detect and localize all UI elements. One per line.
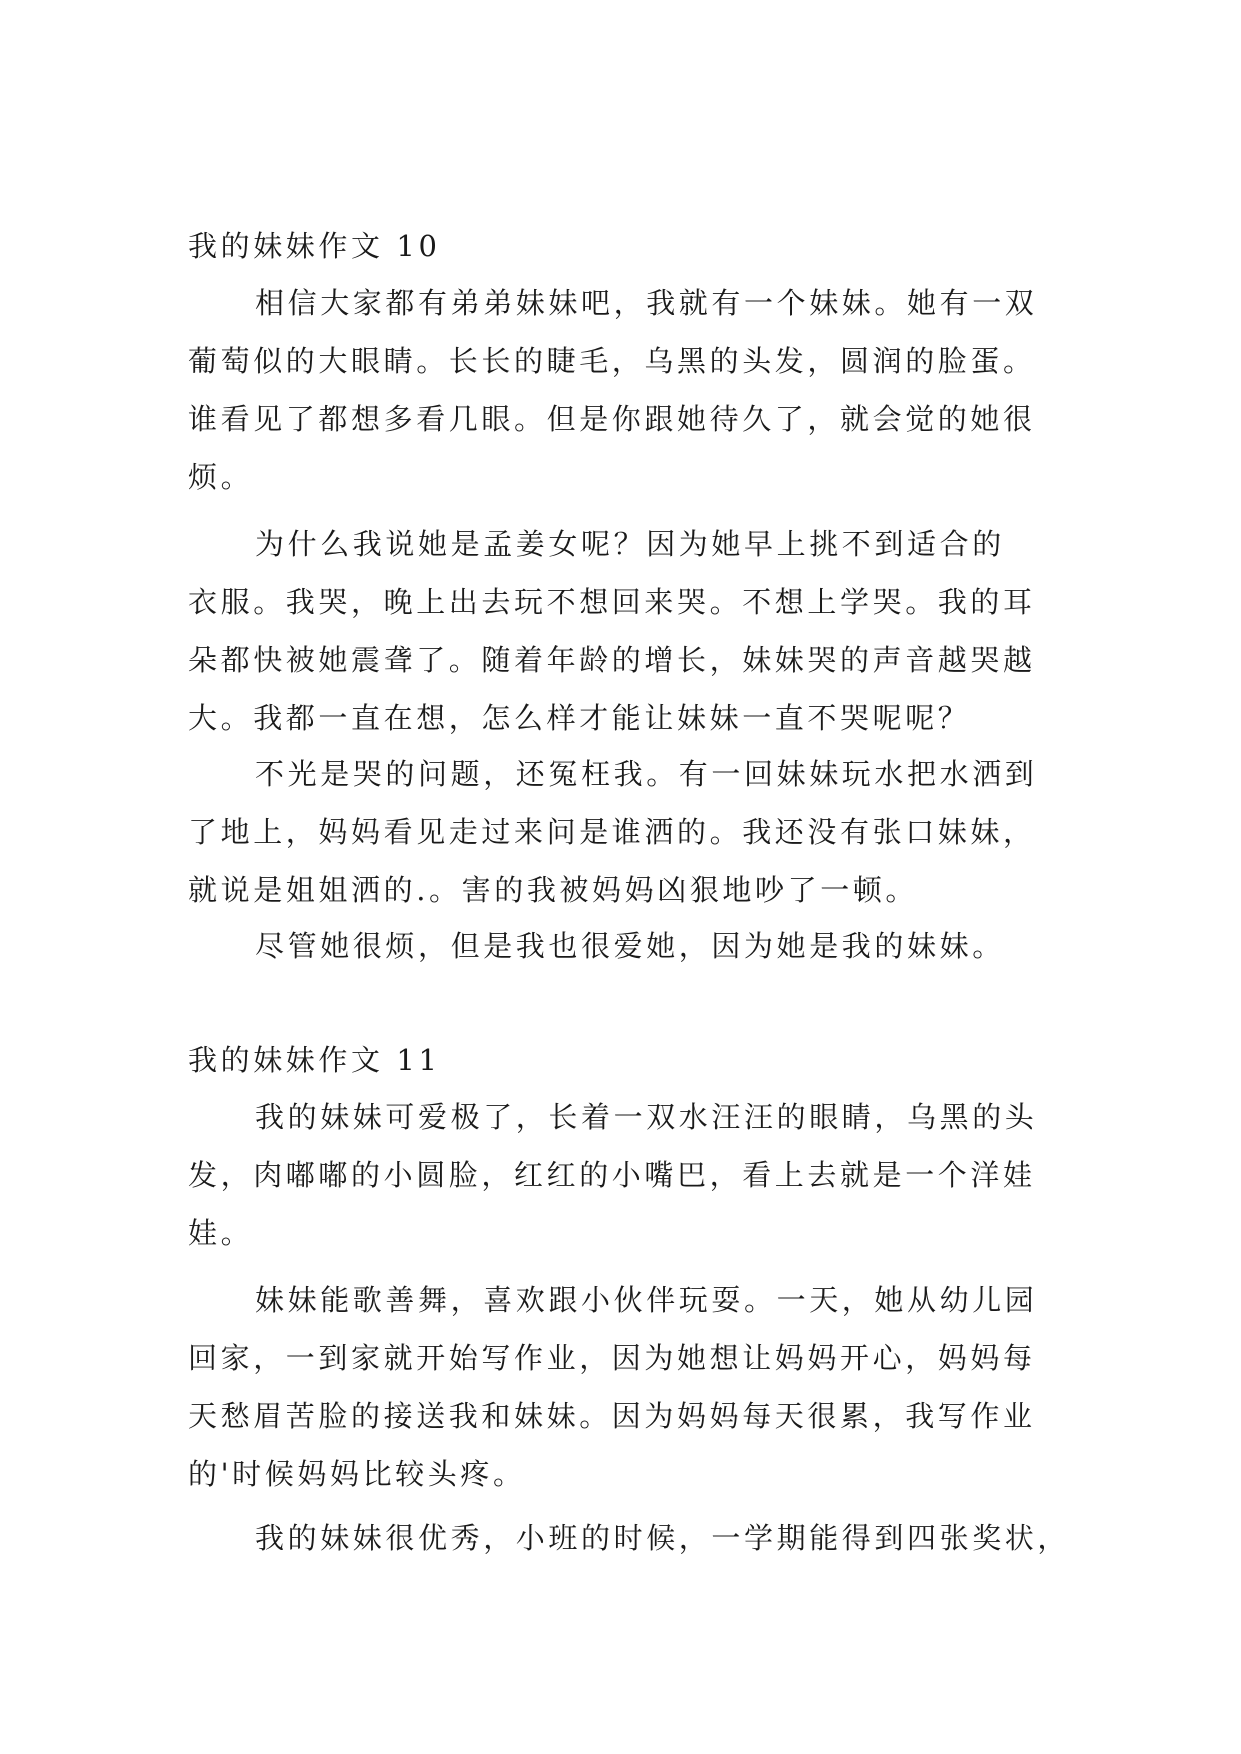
essay-10-p2-line1: 为什么我说她是孟姜女呢？因为她早上挑不到适合的 (255, 527, 1005, 561)
essay-10-p3-line2: 了地上，妈妈看见走过来问是谁洒的。我还没有张口妹妹， (188, 815, 1036, 849)
essay-10-p1-line2: 葡萄似的大眼睛。长长的睫毛，乌黑的头发，圆润的脸蛋。 (188, 344, 1036, 378)
essay-10-p1-line4: 烦。 (188, 460, 254, 494)
essay-10-p1-line3: 谁看见了都想多看几眼。但是你跟她待久了，就会觉的她很 (188, 402, 1036, 436)
essay-10-p2-line2: 衣服。我哭，晚上出去玩不想回来哭。不想上学哭。我的耳 (188, 585, 1036, 619)
essay-10-p2-line4: 大。我都一直在想，怎么样才能让妹妹一直不哭呢呢？ (188, 701, 971, 735)
essay-10-p3-line1: 不光是哭的问题，还冤枉我。有一回妹妹玩水把水洒到 (255, 757, 1038, 791)
essay-11-p2-line4: 的'时候妈妈比较头疼。 (188, 1457, 526, 1491)
essay-11-p3-line1: 我的妹妹很优秀，小班的时候，一学期能得到四张奖状， (255, 1521, 1071, 1555)
essay-11-p2-line1: 妹妹能歌善舞，喜欢跟小伙伴玩耍。一天，她从幼儿园 (255, 1283, 1038, 1317)
essay-11-title: 我的妹妹作文 11 (188, 1043, 441, 1077)
essay-11-p1-line1: 我的妹妹可爱极了，长着一双水汪汪的眼睛，乌黑的头 (255, 1100, 1038, 1134)
essay-10-p1-line1: 相信大家都有弟弟妹妹吧，我就有一个妹妹。她有一双 (255, 286, 1038, 320)
essay-10-title: 我的妹妹作文 10 (188, 229, 441, 263)
essay-10-p3-line3: 就说是姐姐洒的.。害的我被妈妈凶狠地吵了一顿。 (188, 873, 919, 907)
essay-11-p2-line3: 天愁眉苦脸的接送我和妹妹。因为妈妈每天很累，我写作业 (188, 1399, 1036, 1433)
essay-10-p2-line3: 朵都快被她震聋了。随着年龄的增长，妹妹哭的声音越哭越 (188, 643, 1036, 677)
essay-10-p4-line1: 尽管她很烦，但是我也很爱她，因为她是我的妹妹。 (255, 929, 1005, 963)
essay-11-p2-line2: 回家，一到家就开始写作业，因为她想让妈妈开心，妈妈每 (188, 1341, 1036, 1375)
essay-11-p1-line3: 娃。 (188, 1216, 254, 1250)
essay-11-p1-line2: 发，肉嘟嘟的小圆脸，红红的小嘴巴，看上去就是一个洋娃 (188, 1158, 1036, 1192)
